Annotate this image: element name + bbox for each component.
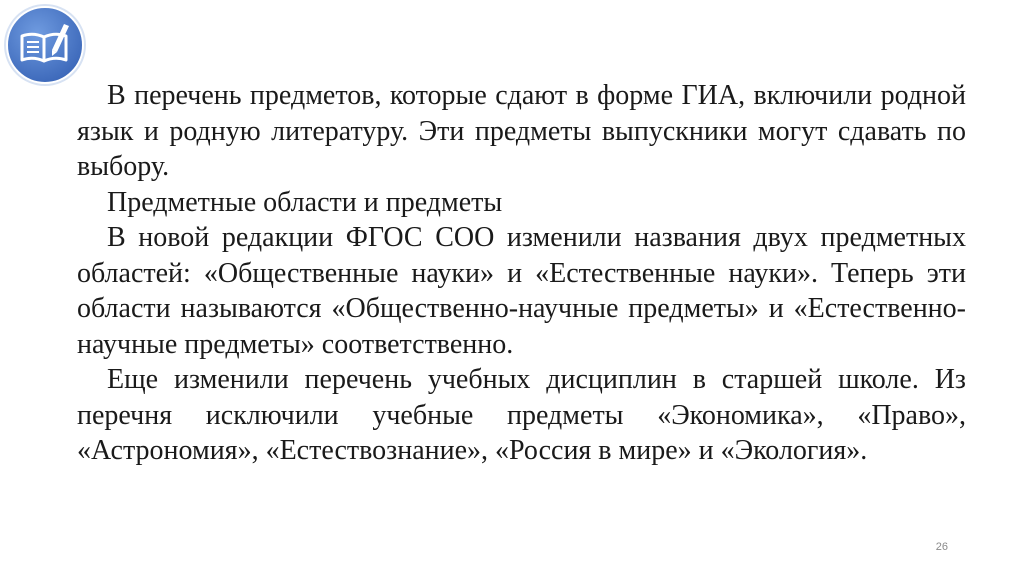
paragraph-excluded-subjects: Еще изменили перечень учебных дисциплин в старшей школе. Из перечня исключили учебные предметы «Экономика», «Право», «Астрономия», «Естествознание», «Россия в мире» и «Экология». — [77, 364, 966, 466]
open-book-with-pen-icon — [2, 2, 88, 88]
paragraph-gia-subjects: В перечень предметов, которые сдают в форме ГИА, включили родной язык и родную литературу. Эти предметы выпускники могут сдавать по выбору. — [77, 80, 966, 182]
slide-body — [77, 78, 966, 469]
paragraph-fgos-renamed-areas: В новой редакции ФГОС СОО изменили названия двух предметных областей: «Общественные науки» и «Естественные науки». Теперь эти области называются «Общественно-научные предметы» и «Естественно-научные предметы» соответственно. — [77, 222, 966, 360]
page-number: 26 — [935, 541, 948, 553]
paragraph-subject-areas-heading: Предметные области и предметы — [107, 186, 503, 218]
